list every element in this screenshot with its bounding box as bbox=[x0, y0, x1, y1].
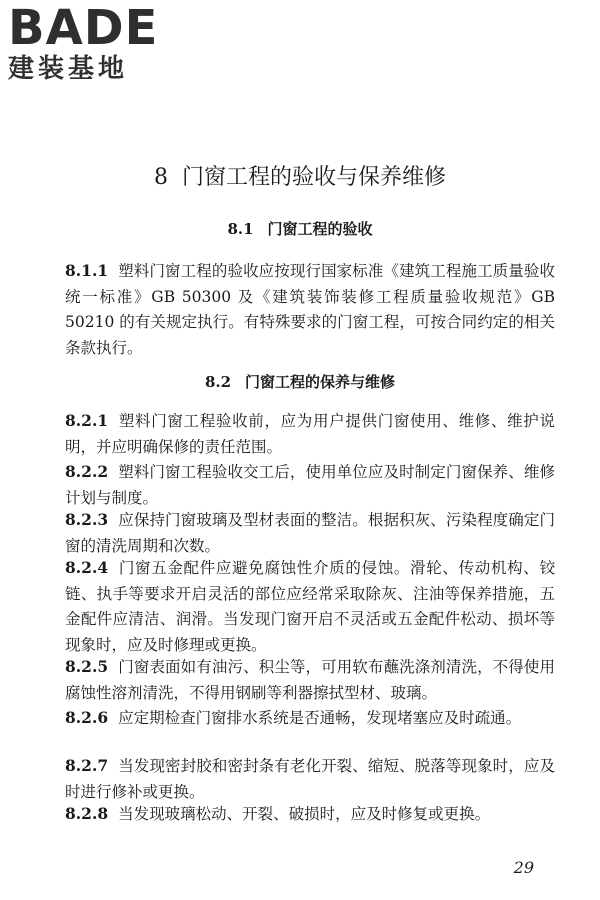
clause-number: 8.2.2 bbox=[65, 462, 109, 481]
clause-text: 塑料门窗工程验收交工后，使用单位应及时制定门窗保养、维修计划与制度。 bbox=[65, 463, 555, 507]
clause-number: 8.2.7 bbox=[65, 756, 109, 775]
clause-number: 8.2.6 bbox=[65, 708, 109, 727]
page-number: 29 bbox=[513, 858, 534, 877]
clause-text: 塑料门窗工程的验收应按现行国家标准《建筑工程施工质量验收统一标准》GB 50300 及《建筑装饰装修工程质量验收规范》GB 50210 的有关规定执行。有特殊要求的门窗工程，可按合同约定的相关条款执行。 bbox=[65, 262, 555, 357]
chapter-title: 门窗工程的验收与保养维修 bbox=[181, 165, 446, 190]
clause bbox=[65, 258, 555, 361]
clause bbox=[65, 459, 555, 511]
clause-number: 8.2.1 bbox=[65, 411, 109, 430]
clause-number: 8.1.1 bbox=[65, 261, 109, 280]
clause-text: 应定期检查门窗排水系统是否通畅，发现堵塞应及时疏通。 bbox=[118, 709, 522, 727]
clause-text: 门窗五金配件应避免腐蚀性介质的侵蚀。滑轮、传动机构、铰链、执手等要求开启灵活的部位应经常采取除灰、注油等保养措施，五金配件应清洁、润滑。当发现门窗开启不灵活或五金配件松动、损坏等现象时，应及时修理或更换。 bbox=[65, 559, 555, 654]
clause-number: 8.2.8 bbox=[65, 804, 109, 823]
clause bbox=[65, 507, 555, 559]
section-heading bbox=[0, 218, 600, 240]
clause-text: 当发现密封胶和密封条有老化开裂、缩短、脱落等现象时，应及时进行修补或更换。 bbox=[65, 757, 555, 801]
section-title: 门窗工程的保养与维修 bbox=[245, 373, 396, 391]
clause bbox=[65, 408, 555, 460]
clause-number: 8.2.5 bbox=[65, 657, 109, 676]
clause bbox=[65, 801, 555, 828]
logo-wordmark: BADE bbox=[8, 0, 159, 56]
clause-text: 应保持门窗玻璃及型材表面的整洁。根据积灰、污染程度确定门窗的清洗周期和次数。 bbox=[65, 511, 555, 555]
clause-text: 门窗表面如有油污、积尘等，可用软布蘸洗涤剂清洗，不得使用腐蚀性溶剂清洗，不得用钢刷等利器擦拭型材、玻璃。 bbox=[65, 658, 555, 702]
logo-subtitle: 建装基地 bbox=[8, 54, 129, 84]
clause-number: 8.2.3 bbox=[65, 510, 109, 529]
clause bbox=[65, 555, 555, 658]
chapter-number: 8 bbox=[153, 165, 168, 190]
clause-text: 塑料门窗工程验收前，应为用户提供门窗使用、维修、维护说明，并应明确保修的责任范围。 bbox=[65, 412, 555, 456]
section-title: 门窗工程的验收 bbox=[267, 220, 373, 238]
clause bbox=[65, 753, 555, 805]
clause bbox=[65, 705, 555, 732]
section-heading bbox=[0, 371, 600, 393]
section-number: 8.1 bbox=[227, 220, 254, 238]
logo bbox=[8, 2, 178, 84]
clause-text: 当发现玻璃松动、开裂、破损时，应及时修复或更换。 bbox=[118, 805, 491, 823]
chapter-heading bbox=[0, 163, 600, 193]
section-number: 8.2 bbox=[204, 373, 232, 391]
clause-number: 8.2.4 bbox=[65, 558, 109, 577]
clause bbox=[65, 654, 555, 706]
